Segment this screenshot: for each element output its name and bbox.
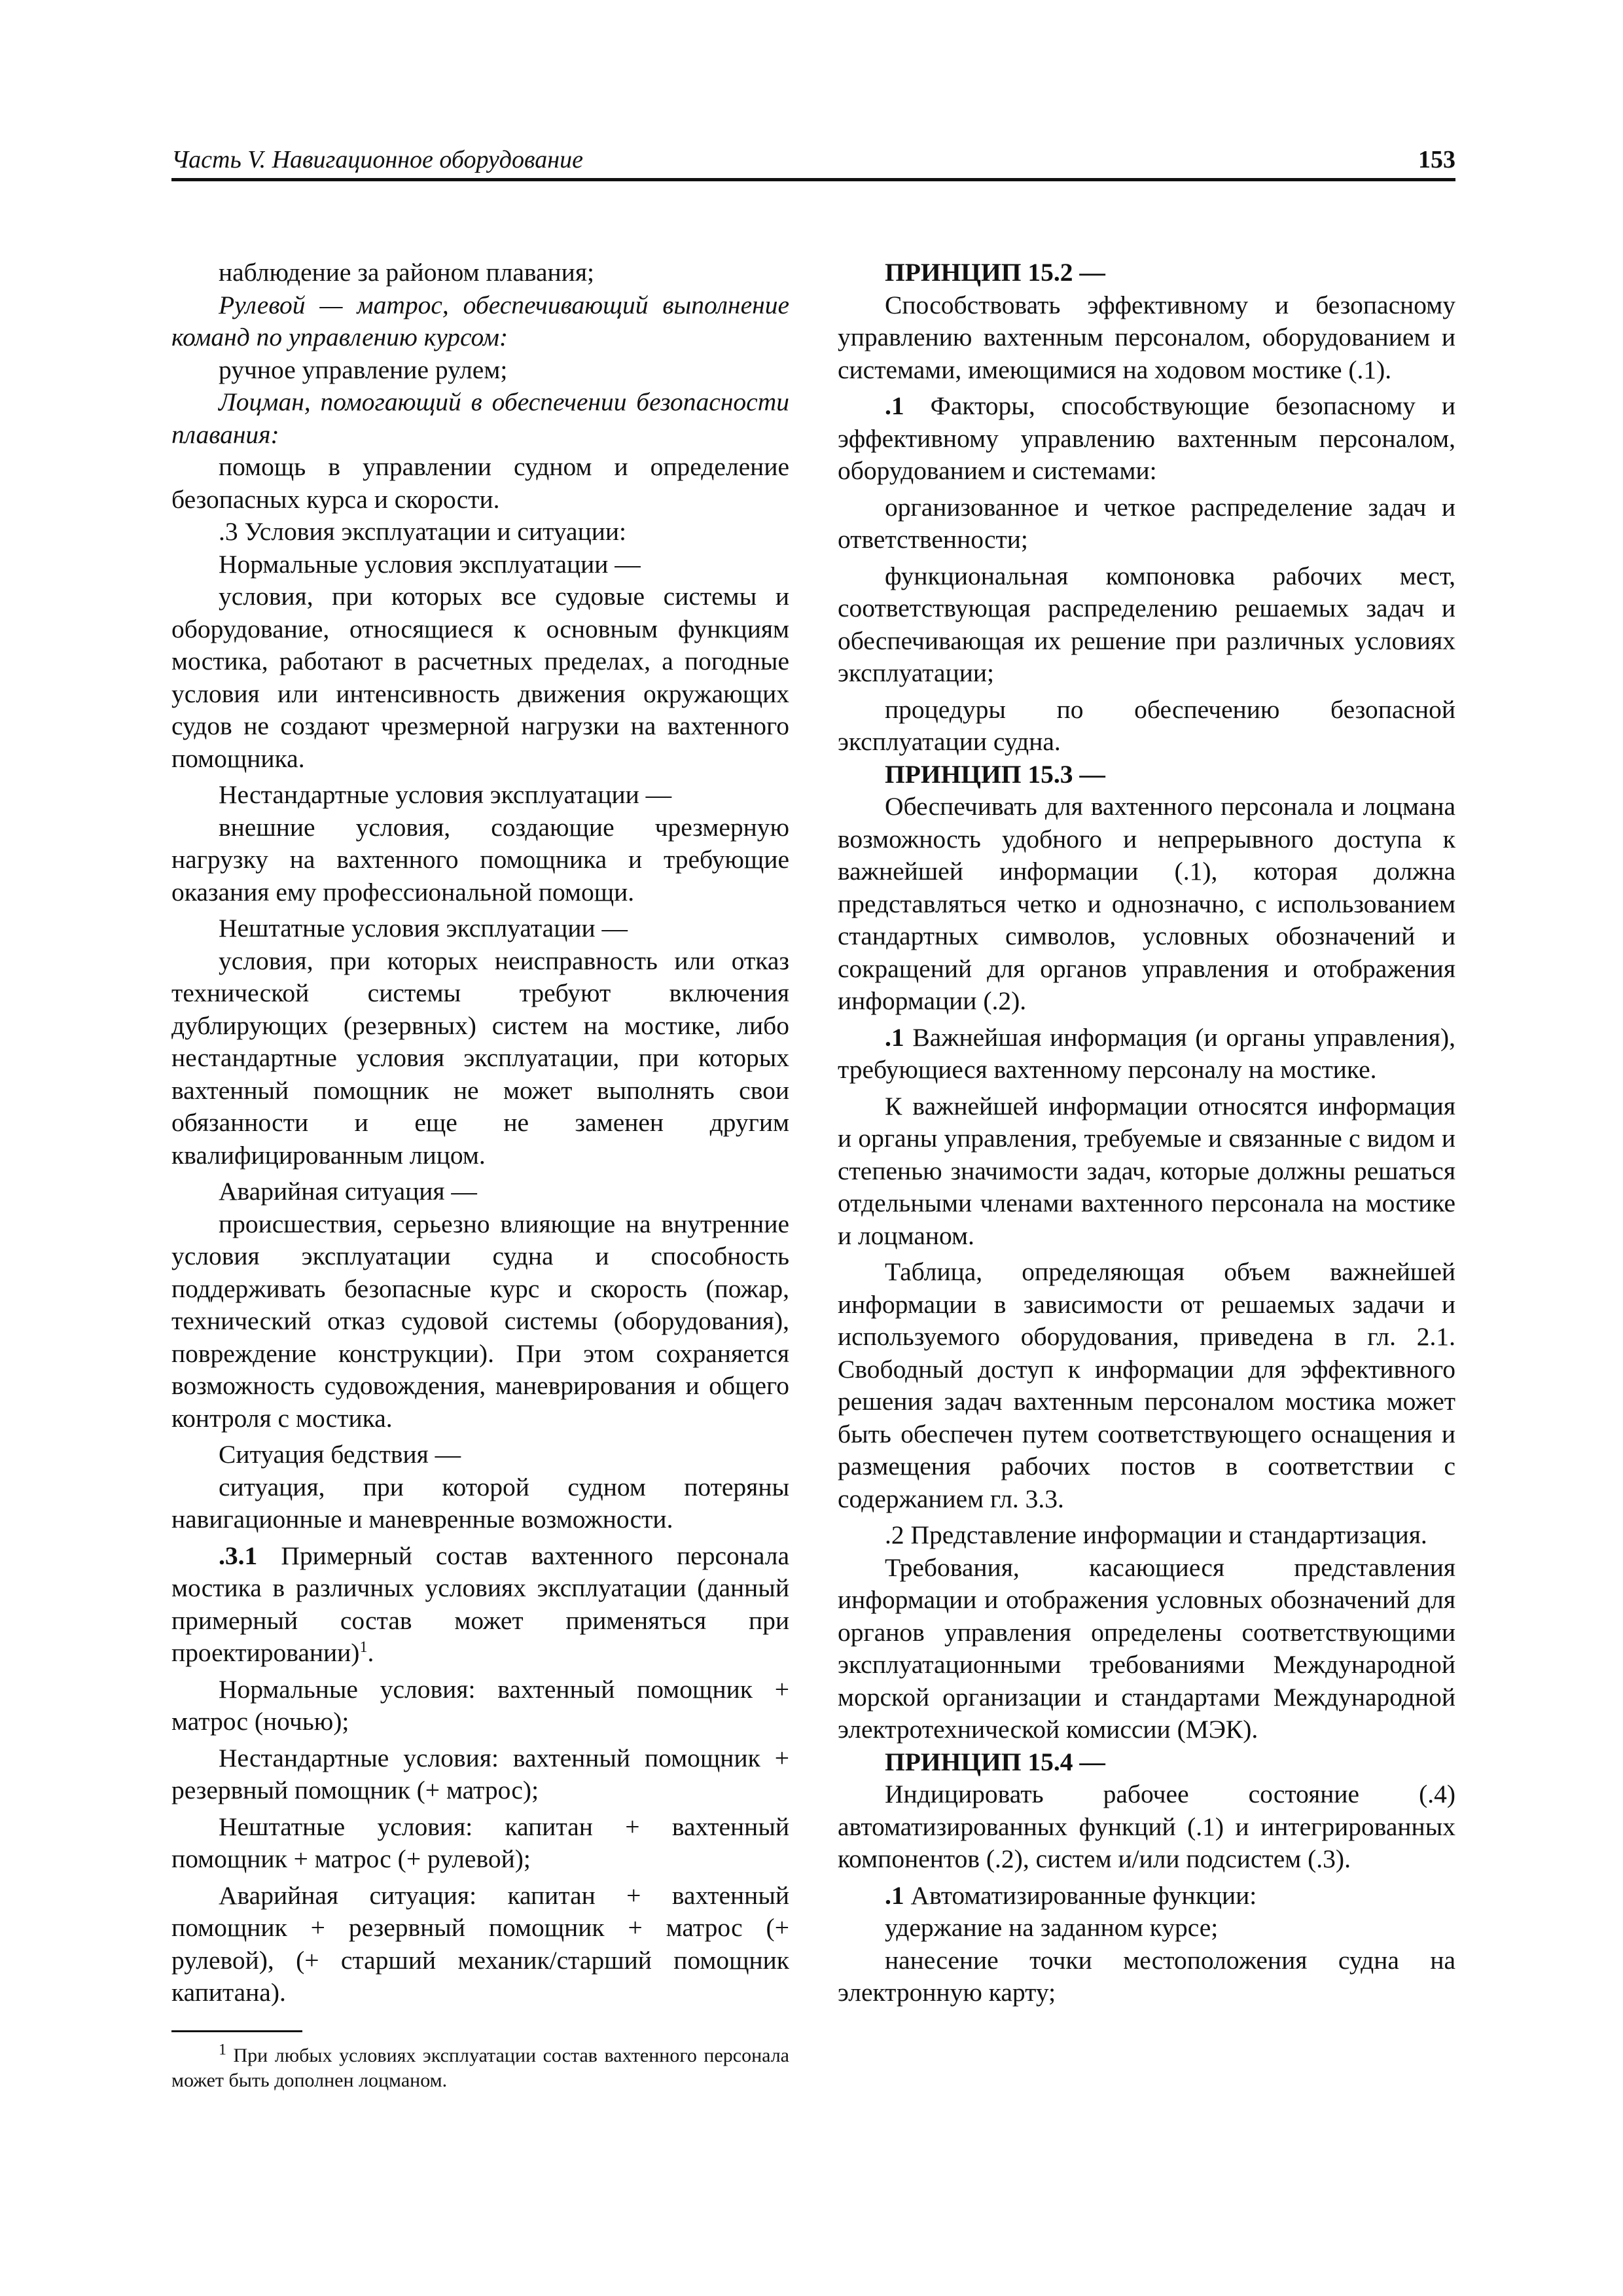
paragraph: функциональная компоновка рабочих мест, соответствующая распределению решаемых задач и обеспечивающая их решение при различных условиях эксплуатации; — [838, 561, 1455, 687]
paragraph-end: . — [367, 1638, 374, 1667]
footnote — [171, 2043, 789, 2093]
paragraph-text: Автоматизированные функции: — [904, 1880, 1257, 1910]
item-number: .3.1 — [219, 1541, 258, 1570]
running-header-title: Часть V. Навигационное оборудование — [171, 146, 583, 173]
paragraph-text: Факторы, способствующие безопасному и эффективному управлению вахтенным персоналом, оборудованием и системами: — [838, 391, 1455, 485]
paragraph: Нестандартные условия эксплуатации — — [219, 780, 672, 809]
paragraph-text: Важнейшая информация (и органы управления), требующиеся вахтенному персоналу на мостике. — [838, 1022, 1455, 1084]
paragraph: Индицировать рабочее состояние (.4) автоматизированных функций (.1) и интегрированных компонентов (.2), систем и/или подсистем (.3). — [838, 1780, 1455, 1873]
paragraph: ситуация, при которой судном потеряны навигационные и маневренные возможности. — [171, 1472, 789, 1534]
paragraph: Обеспечивать для вахтенного персонала и лоцмана возможность удобного и непрерывного доступа к важнейшей информации (.1), которая должна представляться четко и однозначно, с использованием стандартных символов, условных обозначений и сокращений для органов управления и отображения информации (.2). — [838, 792, 1455, 1015]
footnote-mark: 1 — [219, 2041, 226, 2058]
paragraph: Ситуация бедствия — — [219, 1440, 461, 1469]
item-number: .1 — [885, 1022, 904, 1052]
paragraph: Лоцман, помогающий в обеспечении безопасности плавания: — [171, 387, 789, 449]
right-column — [838, 257, 1455, 2009]
paragraph: условия, при которых все судовые системы и оборудование, относящиеся к основным функциям мостика, работают в расчетных пределах, а погодные условия или интенсивность движения окружающих судов не создают чрезмерной нагрузки на вахтенного помощника. — [171, 582, 789, 773]
paragraph: Нормальные условия: вахтенный помощник + матрос (ночью); — [171, 1674, 789, 1736]
footnote-divider — [171, 2030, 302, 2032]
paragraph: помощь в управлении судном и определение безопасных курса и скорости. — [171, 452, 789, 514]
paragraph: Нормальные условия эксплуатации — — [219, 549, 641, 579]
item-number: .1 — [885, 391, 904, 420]
running-header — [171, 139, 1455, 181]
principle-heading: ПРИНЦИП 15.2 — — [885, 258, 1105, 287]
principle-heading: ПРИНЦИП 15.3 — — [885, 759, 1105, 789]
footnote-text: При любых условиях эксплуатации состав вахтенного персонала может быть дополнен лоцманом. — [171, 2045, 789, 2091]
left-column — [171, 257, 789, 2009]
paragraph: Аварийная ситуация: капитан + вахтенный помощник + резервный помощник + матрос (+ рулевой), (+ старший механик/старший помощник капитана). — [171, 1880, 789, 2007]
paragraph: Нештатные условия: капитан + вахтенный помощник + матрос (+ рулевой); — [171, 1812, 789, 1873]
paragraph: Нештатные условия эксплуатации — — [219, 914, 628, 942]
paragraph: Аварийная ситуация — — [219, 1177, 477, 1206]
item-number: .1 — [885, 1880, 904, 1910]
paragraph: ручное управление рулем; — [219, 355, 508, 384]
paragraph: Рулевой — матрос, обеспечивающий выполнение команд по управлению курсом: — [171, 290, 789, 351]
footnote-reference: 1 — [359, 1638, 368, 1656]
principle-heading: ПРИНЦИП 15.4 — — [885, 1747, 1105, 1776]
paragraph: Нестандартные условия: вахтенный помощник + резервный помощник (+ матрос); — [171, 1743, 789, 1804]
paragraph-text: Примерный состав вахтенного персонала мостика в различных условиях эксплуатации (данный примерный состав может применяться при проектировании) — [171, 1541, 789, 1667]
page-number: 153 — [1418, 146, 1455, 173]
paragraph — [838, 1880, 1455, 1912]
paragraph: внешние условия, создающие чрезмерную нагрузку на вахтенного помощника и требующие оказания ему профессиональной помощи. — [171, 812, 789, 906]
paragraph: удержание на заданном курсе; — [885, 1913, 1219, 1942]
paragraph: Требования, касающиеся представления информации и отображения условных обозначений для органов управления определены соответствующими эксплуатационными требованиями Международной морской организации и стандартами Международной электротехнической комиссии (МЭК). — [838, 1552, 1455, 1744]
paragraph: Таблица, определяющая объем важнейшей информации в зависимости от решаемых задачи и используемого оборудования, приведена в гл. 2.1. Свободный доступ к информации для эффективного решения задач вахтенным персоналом мостика может быть обеспечен путем соответствующего оснащения и размещения рабочих постов в соответствии с содержанием гл. 3.3. — [838, 1257, 1455, 1513]
paragraph — [838, 390, 1455, 488]
paragraph: .3 Условия эксплуатации и ситуации: — [219, 517, 626, 546]
paragraph: Способствовать эффективному и безопасному управлению вахтенным персоналом, оборудованием и системами, имеющимися на ходовом мостике (.1). — [838, 290, 1455, 384]
paragraph: .2 Представление информации и стандартизация. — [885, 1520, 1427, 1549]
paragraph: организованное и четкое распределение задач и ответственности; — [838, 492, 1455, 554]
paragraph: наблюдение за районом плавания; — [219, 258, 594, 287]
paragraph: нанесение точки местоположения судна на электронную карту; — [838, 1945, 1455, 2007]
paragraph: процедуры по обеспечению безопасной эксплуатации судна. — [838, 694, 1455, 756]
paragraph — [171, 1540, 789, 1670]
paragraph: условия, при которых неисправность или отказ технической системы требуют включения дублирующих (резервных) систем на мостике, либо нестандартные условия эксплуатации, при которых вахтенный помощник не может выполнять свои обязанности и еще не заменен другим квалифицированным лицом. — [171, 946, 789, 1170]
paragraph: К важнейшей информации относятся информация и органы управления, требуемые и связанные с видом и степенью значимости задач, которые должны решаться отдельными членами вахтенного персонала на мостике и лоцманом. — [838, 1091, 1455, 1250]
paragraph: происшествия, серьезно влияющие на внутренние условия эксплуатации судна и способность поддерживать безопасные курс и скорость (пожар, технический отказ судовой системы (оборудования), повреждение конструкции). При этом сохраняется возможность судовождения, маневрирования и общего контроля с мостика. — [171, 1209, 789, 1433]
paragraph — [838, 1022, 1455, 1086]
